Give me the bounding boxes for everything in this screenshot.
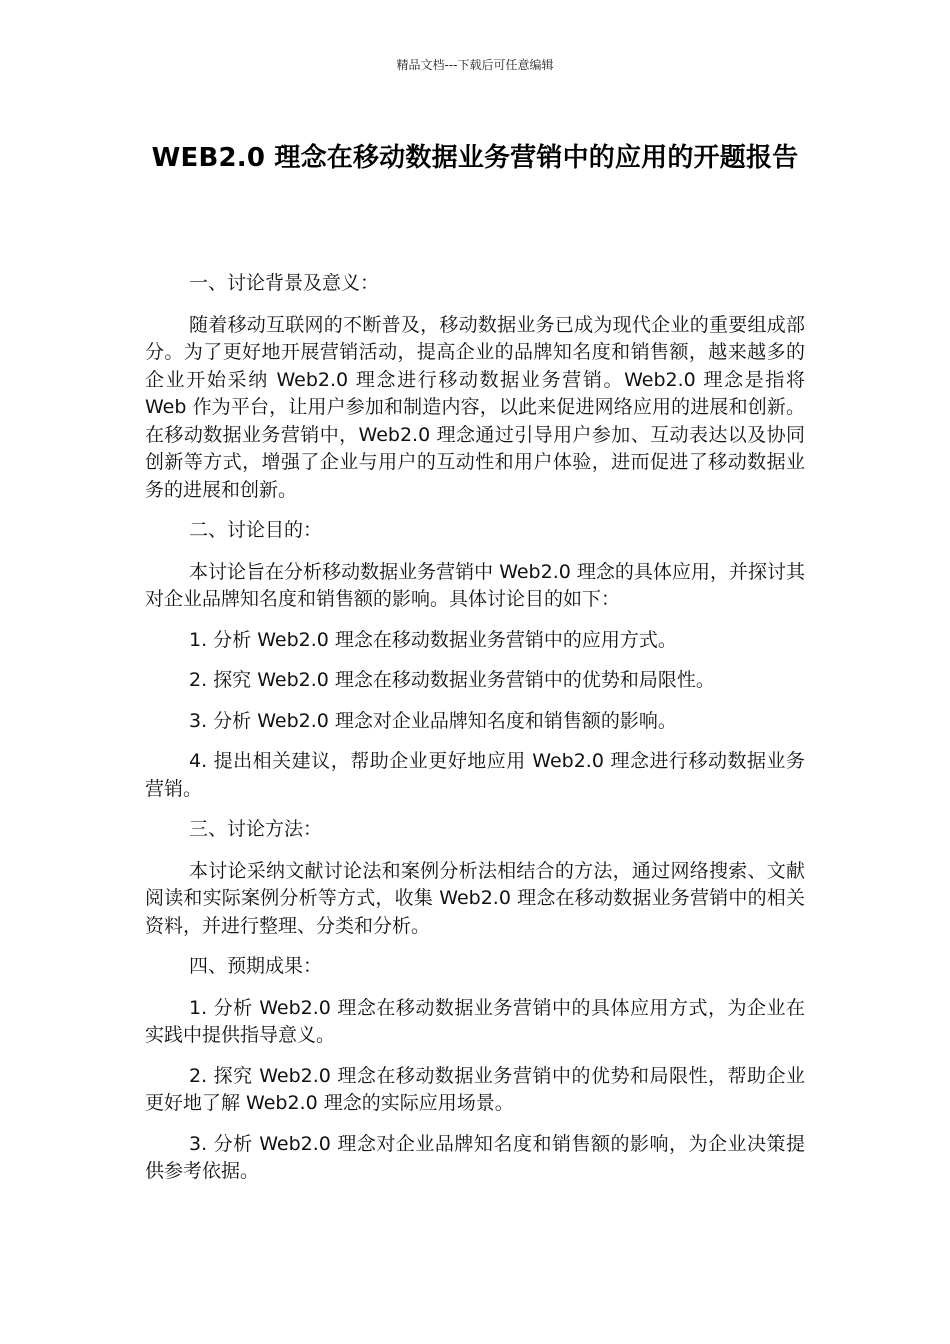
purpose-item: 2. 探究 Web2.0 理念在移动数据业务营销中的优势和局限性。 <box>189 669 715 691</box>
section-heading-background: 一、讨论背景及意义： <box>189 272 380 294</box>
outcome-item: 1. 分析 Web2.0 理念在移动数据业务营销中的具体应用方式，为企业在实践中提供指导意义。 <box>145 996 805 1046</box>
background-paragraph: 随着移动互联网的不断普及，移动数据业务已成为现代企业的重要组成部分。为了更好地开展营销活动，提高企业的品牌知名度和销售额，越来越多的企业开始采纳 Web2.0 理念进行移动数据业务营销。Web2.0 理念是指将 Web 作为平台，让用户参加和制造内容，以此来促进网络应用的进展和创新。在移动数据业务营销中，Web2.0 理念通过引导用户参加、互动表达以及协同创新等方式，增强了企业与用户的互动性和用户体验，进而促进了移动数据业务的进展和创新。 <box>145 313 805 501</box>
purpose-item: 3. 分析 Web2.0 理念对企业品牌知名度和销售额的影响。 <box>189 709 677 732</box>
section-heading-method: 三、讨论方法： <box>189 818 323 840</box>
outcome-item: 2. 探究 Web2.0 理念在移动数据业务营销中的优势和局限性，帮助企业更好地了解 Web2.0 理念的实际应用场景。 <box>145 1064 805 1114</box>
purpose-intro-paragraph: 本讨论旨在分析移动数据业务营销中 Web2.0 理念的具体应用，并探讨其对企业品牌知名度和销售额的影响。具体讨论目的如下： <box>145 560 805 610</box>
document-title: WEB2.0 理念在移动数据业务营销中的应用的开题报告 <box>151 143 799 173</box>
section-heading-outcomes: 四、预期成果： <box>189 955 323 977</box>
method-paragraph: 本讨论采纳文献讨论法和案例分析法相结合的方法，通过网络搜索、文献阅读和实际案例分析等方式，收集 Web2.0 理念在移动数据业务营销中的相关资料，并进行整理、分类和分析。 <box>145 859 805 937</box>
purpose-item: 1. 分析 Web2.0 理念在移动数据业务营销中的应用方式。 <box>189 628 677 651</box>
document-body <box>145 270 805 1199</box>
purpose-item: 4. 提出相关建议，帮助企业更好地应用 Web2.0 理念进行移动数据业务营销。 <box>145 750 805 800</box>
page-header-watermark: 精品文档---下载后可任意编辑 <box>396 58 554 72</box>
section-heading-purpose: 二、讨论目的： <box>189 519 323 541</box>
outcome-item: 3. 分析 Web2.0 理念对企业品牌知名度和销售额的影响，为企业决策提供参考依据。 <box>145 1132 805 1182</box>
